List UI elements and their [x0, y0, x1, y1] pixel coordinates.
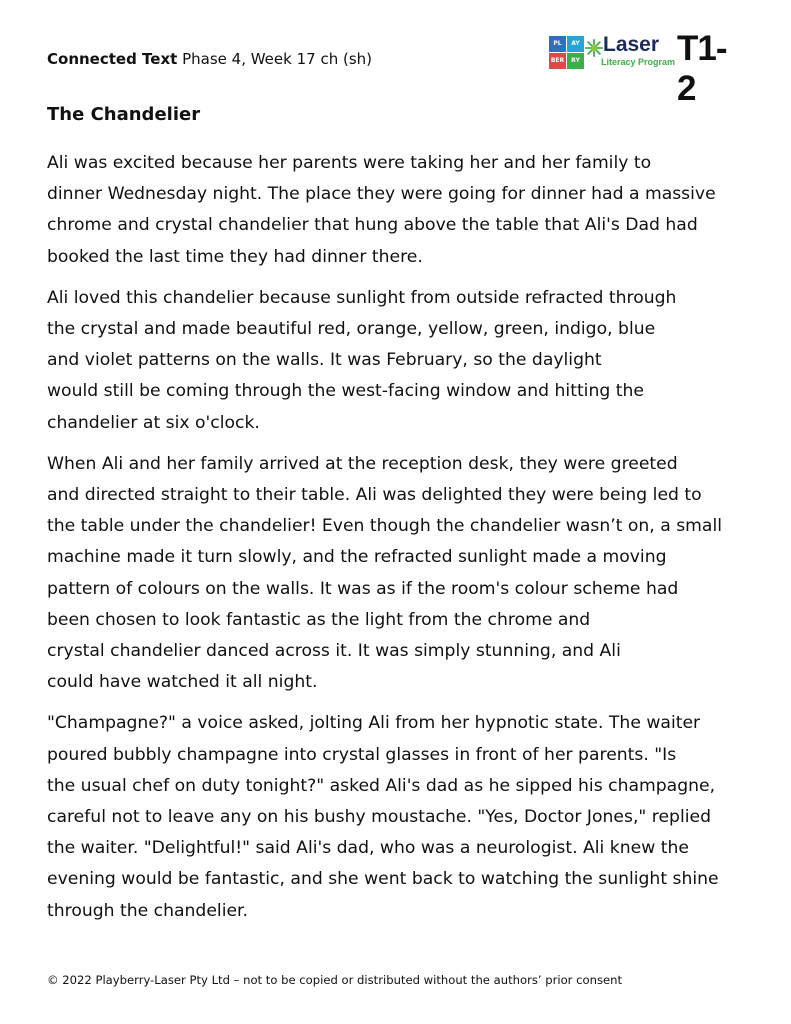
logo-level: T1-2 [677, 29, 727, 108]
logo-tile-3: BER [549, 53, 566, 69]
copyright-footer: © 2022 Playberry-Laser Pty Ltd – not to be copied or distributed without the authors’ prior consent [47, 973, 623, 987]
text-line: Ali was excited because her parents were taking her and her family to [47, 153, 652, 173]
text-line: chrome and crystal chandelier that hung above the table that Ali's Dad had [47, 215, 698, 236]
text-line: the usual chef on duty tonight?" asked Ali's dad as he sipped his champagne, [47, 775, 716, 796]
text-line: booked the last time they had dinner there. [47, 246, 423, 267]
header-label-bold: Connected Text [47, 50, 178, 68]
paragraph-2 [47, 283, 747, 439]
text-line: dinner Wednesday night. The place they were going for dinner had a massive [47, 184, 716, 205]
paragraph-4 [47, 708, 747, 926]
worksheet-header [47, 50, 372, 68]
text-line: Ali loved this chandelier because sunlight from outside refracted through [47, 287, 677, 308]
paragraph-1 [47, 148, 747, 273]
laser-logo [549, 29, 739, 108]
text-line: poured bubbly champagne into crystal glasses in front of her parents. "Is [47, 744, 677, 765]
story-title: The Chandelier [47, 104, 201, 125]
paragraph-3 [47, 449, 747, 699]
text-line: chandelier at six o'clock. [47, 412, 260, 433]
laser-burst-icon [585, 39, 603, 57]
text-line: When Ali and her family arrived at the reception desk, they were greeted [47, 453, 678, 474]
logo-tile-2: AY [567, 36, 584, 52]
playberry-tiles [549, 36, 585, 70]
text-line: would still be coming through the west-facing window and hitting the [47, 381, 644, 402]
text-line: and violet patterns on the walls. It was February, so the daylight [47, 350, 602, 371]
text-line: the waiter. "Delightful!" said Ali's dad, who was a neurologist. Ali knew the [47, 838, 689, 859]
logo-brand: Laser [603, 33, 660, 56]
text-line: pattern of colours on the walls. It was as if the room's colour scheme had [47, 578, 679, 599]
text-line: and directed straight to their table. Ali was delighted they were being led to [47, 485, 702, 506]
text-line: been chosen to look fantastic as the light from the chrome and [47, 609, 591, 630]
text-line: machine made it turn slowly, and the refracted sunlight made a moving [47, 547, 667, 568]
text-line: the table under the chandelier! Even though the chandelier wasn’t on, a small [47, 516, 722, 537]
text-line: could have watched it all night. [47, 672, 318, 693]
logo-tile-1: PL [549, 36, 566, 52]
header-label-rest: Phase 4, Week 17 ch (sh) [182, 50, 372, 68]
text-line: the crystal and made beautiful red, orange, yellow, green, indigo, blue [47, 319, 656, 340]
text-line: through the chandelier. [47, 900, 248, 921]
story-body [47, 148, 747, 937]
logo-tile-4: RY [567, 53, 584, 69]
text-line: evening would be fantastic, and she went back to watching the sunlight shine [47, 869, 719, 890]
text-line: crystal chandelier danced across it. It was simply stunning, and Ali [47, 641, 621, 662]
text-line: "Champagne?" a voice asked, jolting Ali from her hypnotic state. The waiter [47, 713, 701, 734]
logo-tagline: Literacy Program [601, 57, 676, 67]
text-line: careful not to leave any on his bushy moustache. "Yes, Doctor Jones," replied [47, 807, 711, 828]
